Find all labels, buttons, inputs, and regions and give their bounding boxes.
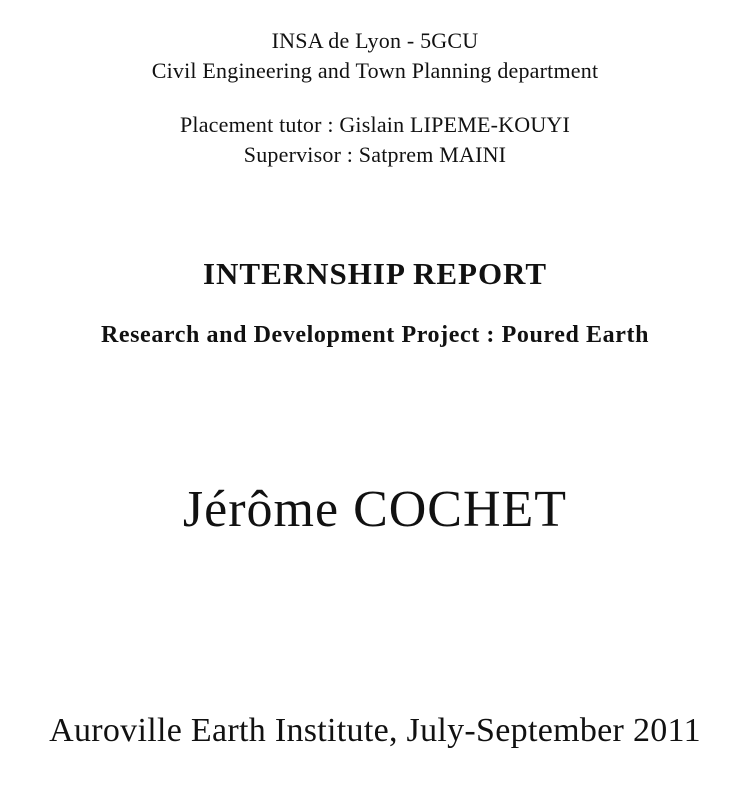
institution-name: INSA de Lyon - 5GCU xyxy=(271,28,479,53)
supervisor: Supervisor : Satprem MAINI xyxy=(243,142,507,167)
placement-tutor: Placement tutor : Gislain LIPEME-KOUYI xyxy=(179,112,571,137)
report-subtitle: Research and Development Project : Poured Earth xyxy=(100,322,650,348)
report-title: INTERNSHIP REPORT xyxy=(202,256,548,291)
author-name: Jérôme COCHET xyxy=(182,481,568,538)
location-and-date: Auroville Earth Institute, July-September 2011 xyxy=(49,712,701,749)
department-name: Civil Engineering and Town Planning department xyxy=(151,58,599,83)
